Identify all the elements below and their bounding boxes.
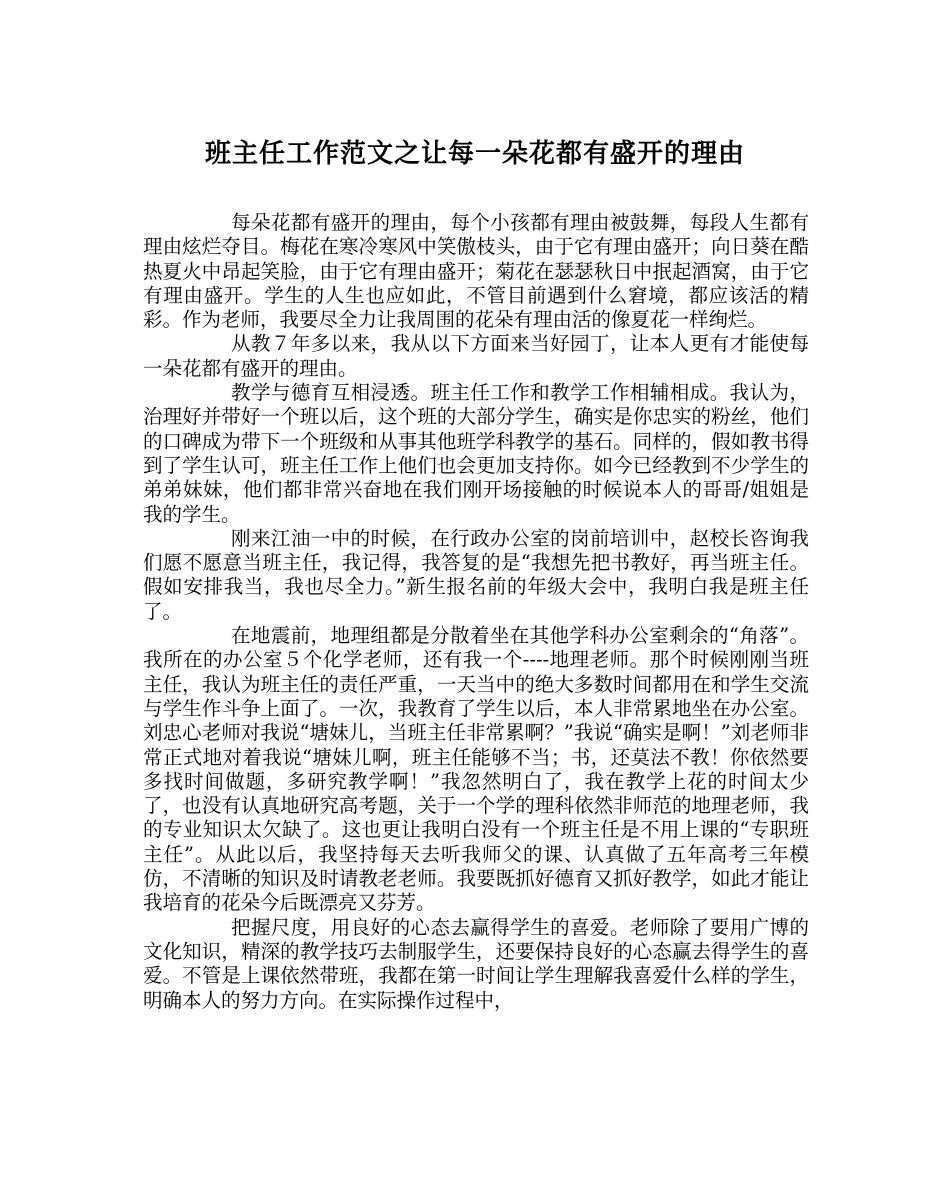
paragraph: 刚来江油一中的时候，在行政办公室的岗前培训中，赵校长咨询我们愿不愿意当班主任，我记得，我答复的是“我想先把书教好，再当班主任。假如安排我当，我也尽全力。”新生报名前的年级大会中，我明白我是班主任了。 (143, 526, 809, 623)
paragraph: 在地震前，地理组都是分散着坐在其他学科办公室剩余的“角落”。我所在的办公室５个化学老师，还有我一个----地理老师。那个时候刚刚当班主任，我认为班主任的责任严重，一天当中的绝大多数时间都用在和学生交流与学生作斗争上面了。一次，我教育了学生以后，本人非常累地坐在办公室。刘忠心老师对我说“塘妹儿，当班主任非常累啊？”我说“确实是啊！”刘老师非常正式地对着我说“塘妹儿啊，班主任能够不当；书，还莫法不教！你依然要多找时间做题，多研究教学啊！”我忽然明白了，我在教学上花的时间太少了，也没有认真地研究高考题，关于一个学的理科依然非师范的地理老师，我的专业知识太欠缺了。这也更让我明白没有一个班主任是不用上课的“专职班主任”。从此以后，我坚持每天去听我师父的课、认真做了五年高考三年模仿，不清晰的知识及时请教老老师。我要既抓好德育又抓好教学，如此才能让我培育的花朵今后既漂亮又芬芳。 (143, 624, 809, 915)
document-body (143, 211, 809, 1013)
document-title: 班主任工作范文之让每一朵花都有盛开的理由 (204, 139, 745, 169)
paragraph: 从教７年多以来，我从以下方面来当好园丁，让本人更有才能使每一朵花都有盛开的理由。 (143, 332, 809, 380)
paragraph: 教学与德育互相浸透。班主任工作和教学工作相辅相成。我认为，治理好并带好一个班以后，这个班的大部分学生，确实是你忠实的粉丝，他们的口碑成为带下一个班级和从事其他班学科教学的基石。同样的，假如教书得到了学生认可，班主任工作上他们也会更加支持你。如今已经教到不少学生的弟弟妹妹，他们都非常兴奋地在我们刚开场接触的时候说本人的哥哥/姐姐是我的学生。 (143, 381, 809, 526)
paragraph: 每朵花都有盛开的理由，每个小孩都有理由被鼓舞，每段人生都有理由炫烂夺目。梅花在寒冷寒风中笑傲枝头，由于它有理由盛开；向日葵在酷热夏火中昂起笑脸，由于它有理由盛开；菊花在瑟瑟秋日中抿起酒窝，由于它有理由盛开。学生的人生也应如此，不管目前遇到什么窘境，都应该活的精彩。作为老师，我要尽全力让我周围的花朵有理由活的像夏花一样绚烂。 (143, 211, 809, 332)
paragraph: 把握尺度，用良好的心态去赢得学生的喜爱。老师除了要用广博的文化知识，精深的教学技巧去制服学生，还要保持良好的心态赢去得学生的喜爱。不管是上课依然带班，我都在第一时间让学生理解我喜爱什么样的学生，明确本人的努力方向。在实际操作过程中， (143, 915, 809, 1012)
